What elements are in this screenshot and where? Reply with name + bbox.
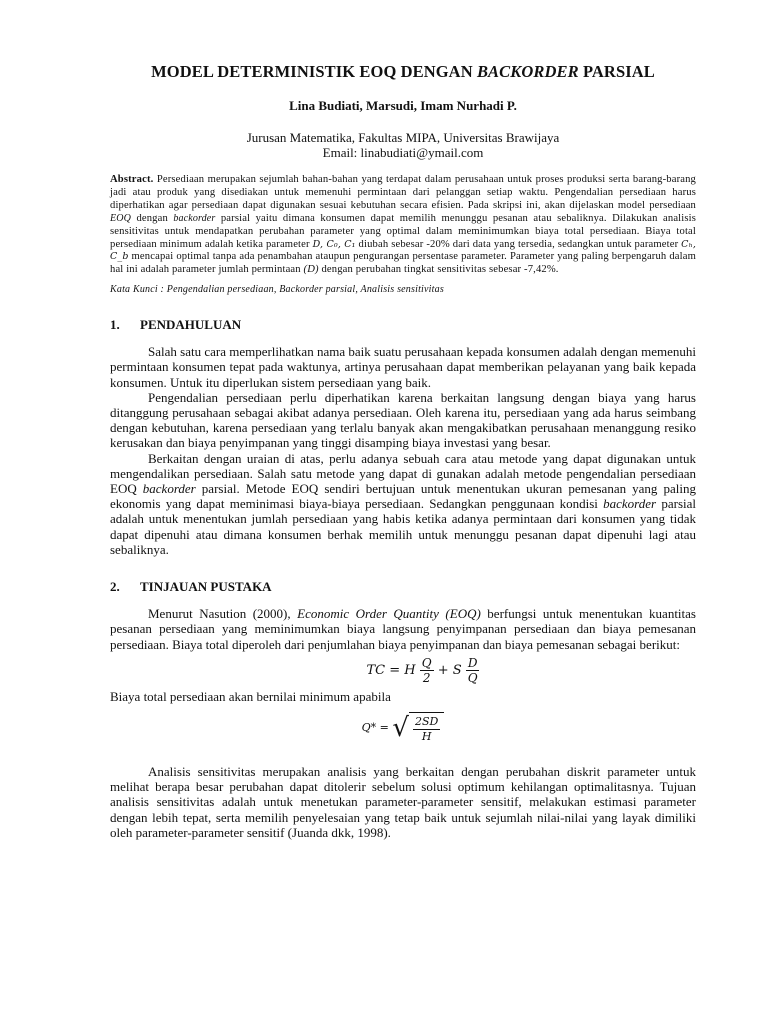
paragraph: Analisis sensitivitas merupakan analisis yang berkaitan dengan perubahan diskrit parameter untuk melihat berapa besar perubahan dapat ditolerir sebelum solusi optimum kehilangan optimalitasnya. Tujuan analisis sensitivitas adalah untuk menetukan parameter-parameter sensitif, melakukan estimasi parameter dengan lebih tepat, serta memilih penyelesaian yang tetap baik untuk sejumlah nilai-nilai yang layak dimiliki oleh parameter-parameter sensitif (Juanda dkk, 1998). [110, 763, 696, 840]
abstract-params-2: Cₕ, C_b [110, 238, 697, 263]
abstract-text: parsial yaitu dimana konsumen dapat memilih menunggu pesanan atau sebaliknya. Dilakukan analisis sensitivitas untuk mendapatkan perubahan parameter yang optimal dalam meminimumkan biaya total persediaan. Biaya total persediaan minimum adalah ketika parameter [110, 212, 696, 250]
section-title: PENDAHULUAN [140, 317, 242, 333]
abstract [110, 174, 696, 277]
paragraph-text: parsial adalah untuk menentukan jumlah persediaan yang habis ketika adanya permintaan dari konsumen yang tidak dapat dipenuhi atau dimana konsumen berhak memilih untuk menunggu pesanan dapat dipenuhi lagi atau sebaliknya. [110, 496, 697, 557]
formula-total-cost [150, 656, 696, 685]
formula-eoq [110, 712, 696, 744]
square-root [392, 712, 444, 744]
authors: Lina Budiati, Marsudi, Imam Nurhadi P. [289, 98, 517, 113]
denominator: H [421, 729, 432, 743]
paragraph-text: parsial. Metode EOQ sendiri bertujuan untuk menentukan ukuran pemesanan yang paling ekonomis yang dapat meminimasi biaya-biaya persediaan. Sedangkan penggunaan kondisi [110, 481, 696, 512]
sqrt-body [409, 712, 444, 744]
keywords: Kata Kunci : Pengendalian persediaan, Backorder parsial, Analisis sensitivitas [110, 284, 444, 296]
abstract-params-1: D, C₀, C₁ [312, 238, 356, 250]
paragraph: Pengendalian persediaan perlu diperhatikan karena berkaitan langsung dengan biaya yang harus ditanggung perusahaan sebagai akibat adanya persediaan. Oleh karena itu, persediaan yang ada harus seimbang dengan kebutuhan, karena persediaan yang terlalu banyak akan mengakibatkan perusahaan menanggung resiko kerusakan dan biaya penyimpanan yang tinggi disamping biaya investasi yang besar. [110, 389, 696, 451]
abstract-text: dengan [131, 212, 174, 224]
section-title: TINJAUAN PUSTAKA [140, 579, 272, 595]
paragraph: Salah satu cara memperlihatkan nama baik suatu perusahaan kepada konsumen adalah dengan memenuhi permintaan konsumen tepat pada waktunya, artinya perusahaan dapat memberikan pelayanan yang baik kepada konsumen. Untuk itu diperlukan sistem persediaan yang baik. [110, 344, 696, 390]
title-italic: BACKORDER [476, 62, 579, 81]
section-number: 2. [110, 579, 120, 595]
paragraph: Biaya total persediaan akan bernilai minimum apabila [110, 688, 391, 704]
paragraph-text: Berkaitan dengan uraian di atas, perlu adanya sebuah cara atau metode yang dapat digunakan untuk mengendalikan persediaan. Salah satu metode yang dapat di gunakan adalah metode pengendalian persediaan EOQ [110, 450, 696, 497]
abstract-text: mencapai optimal tanpa ada penambahan ataupun pengurangan persentase parameter. Parameter yang paling berpengaruh dalam hal ini adalah parameter jumlah permintaan [110, 251, 696, 276]
paper-title [110, 62, 696, 82]
abstract-eoq: EOQ [110, 212, 132, 224]
section-heading-tinjauan [110, 579, 696, 595]
paragraph-text: Menurut Nasution (2000), [148, 606, 298, 622]
abstract-backorder: backorder [173, 212, 216, 224]
denominator: Q [467, 670, 478, 685]
section-number: 1. [110, 317, 120, 333]
affiliation-block [110, 131, 696, 160]
formula-lhs: TC = H [366, 662, 416, 678]
fraction-d-over-q [466, 656, 480, 685]
paragraph-italic: Economic Order Quantity (EOQ) [297, 606, 481, 622]
abstract-text: dengan perubahan tingkat sensitivitas sebesar -7,42%. [318, 264, 559, 276]
numerator: 2SD [414, 714, 439, 728]
fraction-2sd-over-h [413, 715, 440, 744]
paragraph-text: berfungsi untuk menentukan kuantitas pesanan persediaan yang meminimumkan biaya langsung penyimpanan persediaan dan biaya pemesanan persediaan. Biaya total diperoleh dari penjumlahan biaya penyimpanan dan biaya pemesanan sebagai berikut: [110, 606, 696, 652]
affiliation: Jurusan Matematika, Fakultas MIPA, Universitas Brawijaya [246, 130, 560, 145]
section-heading-pendahuluan [110, 317, 696, 333]
paragraph-italic: backorder [603, 496, 657, 512]
paragraph [110, 606, 696, 652]
fraction-q-over-2 [420, 656, 434, 685]
paragraph [110, 451, 696, 557]
paragraph-italic: backorder [142, 481, 196, 497]
sqrt-sign: √ [392, 712, 409, 743]
numerator: Q [421, 655, 432, 670]
formula-mid: + S [433, 662, 462, 678]
denominator: 2 [422, 670, 431, 685]
numerator: D [467, 655, 478, 670]
title-text: MODEL DETERMINISTIK EOQ DENGAN [151, 62, 477, 81]
email: Email: linabudiati@ymail.com [322, 144, 484, 160]
abstract-text: Persediaan merupakan sejumlah bahan-bahan yang terdapat dalam perusahaan untuk proses produksi serta barang-barang jadi atau produk yang disediakan untuk memenuhi permintaan dari pelanggan setiap waktu. Pengendalian persediaan harus diperhatikan agar persediaan dapat digunakan sesuai kebutuhan secara efisien. Pada skripsi ini, akan dijelaskan model persediaan [110, 174, 696, 211]
formula-lhs: Q* = [361, 720, 389, 734]
abstract-text: diubah sebesar -20% dari data yang tersedia, sedangkan untuk parameter [355, 238, 682, 250]
paper-page [110, 62, 696, 840]
abstract-label: Abstract. [110, 174, 154, 185]
title-text-end: PARSIAL [578, 62, 655, 81]
abstract-param-d: (D) [303, 264, 319, 276]
